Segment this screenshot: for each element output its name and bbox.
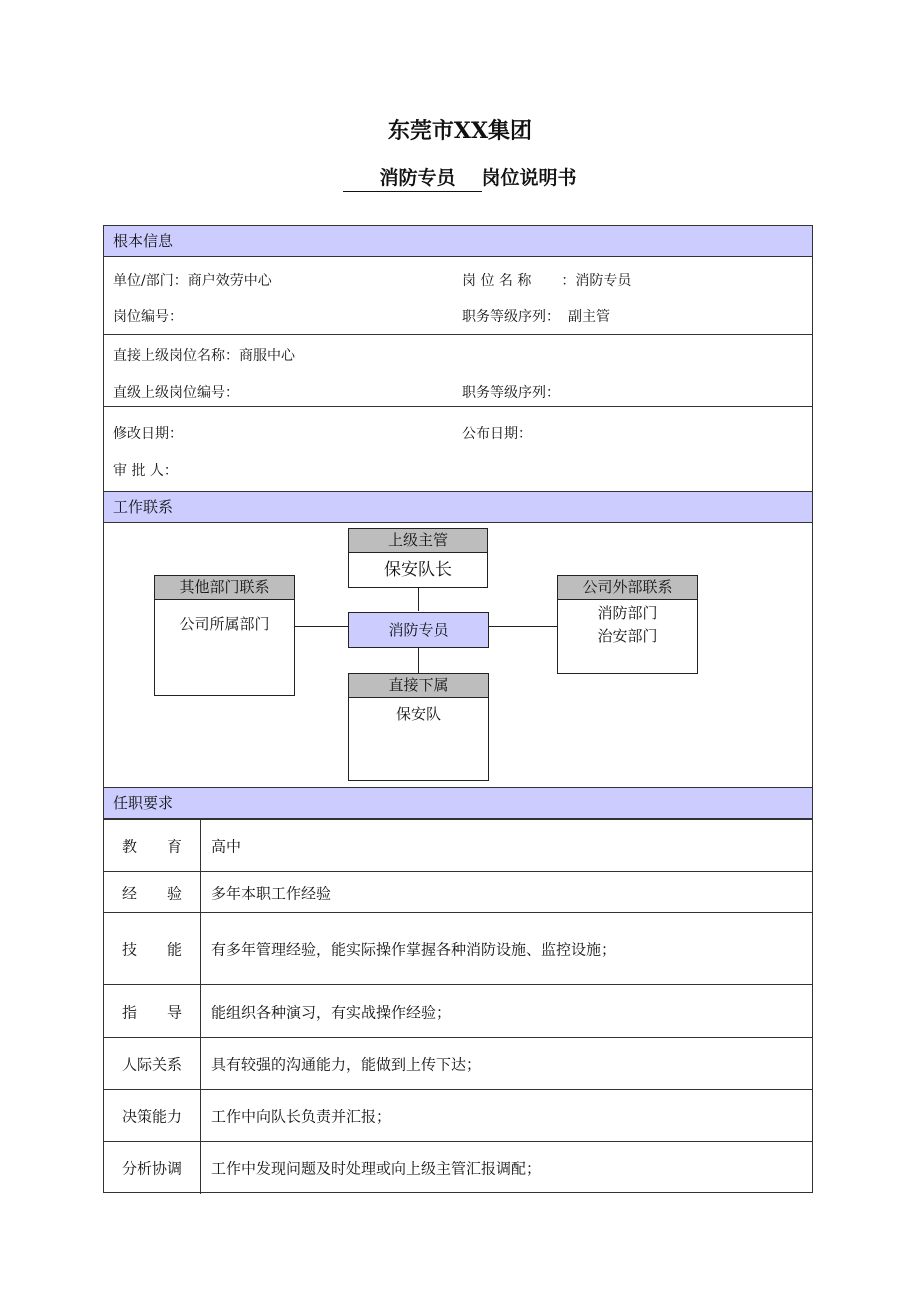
column-divider bbox=[200, 1142, 201, 1194]
external-contacts-head: 公司外部联系 bbox=[558, 576, 697, 600]
requirement-row bbox=[104, 912, 812, 985]
other-departments-body: 公司所属部门 bbox=[179, 615, 270, 633]
requirement-value: 多年本职工作经验 bbox=[211, 884, 332, 902]
column-divider bbox=[200, 985, 201, 1038]
unit-field: 单位/部门：商户效劳中心 bbox=[113, 273, 272, 289]
publish-date-field: 公布日期： bbox=[462, 426, 532, 442]
requirement-value: 能组织各种演习，有实战操作经验； bbox=[211, 1003, 452, 1021]
superior-grade-field: 职务等级序列： bbox=[462, 385, 560, 401]
section-requirements: 任职要求 bbox=[104, 788, 812, 819]
superior-post-field: 直接上级岗位名称：商服中心 bbox=[113, 348, 295, 364]
center-position-box: 消防专员 bbox=[348, 612, 489, 648]
section-work-relations: 工作联系 bbox=[104, 492, 812, 523]
connector-line bbox=[488, 626, 557, 627]
document-subtitle bbox=[0, 163, 920, 192]
superior-body: 保安队长 bbox=[384, 560, 452, 580]
requirement-row bbox=[104, 1089, 812, 1142]
divider bbox=[104, 334, 812, 335]
post-number-field: 岗位编号： bbox=[113, 309, 183, 325]
subordinate-body: 保安队 bbox=[395, 705, 441, 723]
superior-number-field: 直级上级岗位编号： bbox=[113, 385, 239, 401]
column-divider bbox=[200, 913, 201, 985]
section-basic-info: 根本信息 bbox=[104, 226, 812, 257]
requirement-label: 教 育 bbox=[121, 837, 182, 856]
requirement-row bbox=[104, 1141, 812, 1194]
requirement-value: 高中 bbox=[211, 837, 242, 856]
external-contacts-body bbox=[558, 600, 697, 648]
requirement-label: 经 验 bbox=[121, 884, 182, 902]
requirement-label: 分析协调 bbox=[121, 1159, 182, 1178]
connector-line bbox=[294, 626, 348, 627]
external-contact-item: 消防部门 bbox=[597, 604, 658, 622]
modify-date-field: 修改日期： bbox=[113, 426, 183, 442]
requirement-value: 有多年管理经验，能实际操作掌握各种消防设施、监控设施； bbox=[211, 940, 617, 959]
other-departments-head: 其他部门联系 bbox=[155, 576, 294, 600]
requirement-value: 具有较强的沟通能力，能做到上传下达； bbox=[211, 1055, 482, 1074]
divider bbox=[104, 406, 812, 407]
requirement-row bbox=[104, 819, 812, 872]
post-name-field: 岗 位 名 称 ：消防专员 bbox=[462, 273, 632, 289]
column-divider bbox=[200, 820, 201, 872]
connector-line bbox=[418, 646, 419, 673]
requirement-label: 决策能力 bbox=[121, 1107, 182, 1126]
column-divider bbox=[200, 1038, 201, 1090]
company-title: 东莞市XX集团 bbox=[387, 118, 533, 144]
superior-head: 上级主管 bbox=[349, 529, 487, 553]
approver-field: 审 批 人： bbox=[113, 463, 178, 479]
connector-line bbox=[418, 587, 419, 611]
requirement-label: 指 导 bbox=[121, 1003, 182, 1021]
requirement-row bbox=[104, 1037, 812, 1090]
job-title: 消防专员 bbox=[343, 163, 481, 192]
column-divider bbox=[200, 872, 201, 913]
requirement-value: 工作中向队长负责并汇报； bbox=[211, 1107, 392, 1126]
requirement-value: 工作中发现问题及时处理或向上级主管汇报调配； bbox=[211, 1159, 542, 1178]
external-contact-item: 治安部门 bbox=[597, 627, 658, 645]
job-description-table bbox=[103, 225, 813, 1193]
subordinate-head: 直接下属 bbox=[349, 674, 488, 698]
requirement-label: 人际关系 bbox=[121, 1055, 182, 1074]
requirement-label: 技 能 bbox=[121, 940, 182, 959]
requirement-row bbox=[104, 984, 812, 1038]
other-departments-box bbox=[154, 575, 295, 696]
doc-title: 岗位说明书 bbox=[481, 167, 577, 189]
relations-diagram bbox=[104, 523, 812, 787]
subordinate-box bbox=[348, 673, 489, 781]
external-contacts-box bbox=[557, 575, 698, 674]
column-divider bbox=[200, 1090, 201, 1142]
superior-box bbox=[348, 528, 488, 588]
grade-field: 职务等级序列： 副主管 bbox=[462, 309, 610, 325]
requirement-row bbox=[104, 871, 812, 913]
